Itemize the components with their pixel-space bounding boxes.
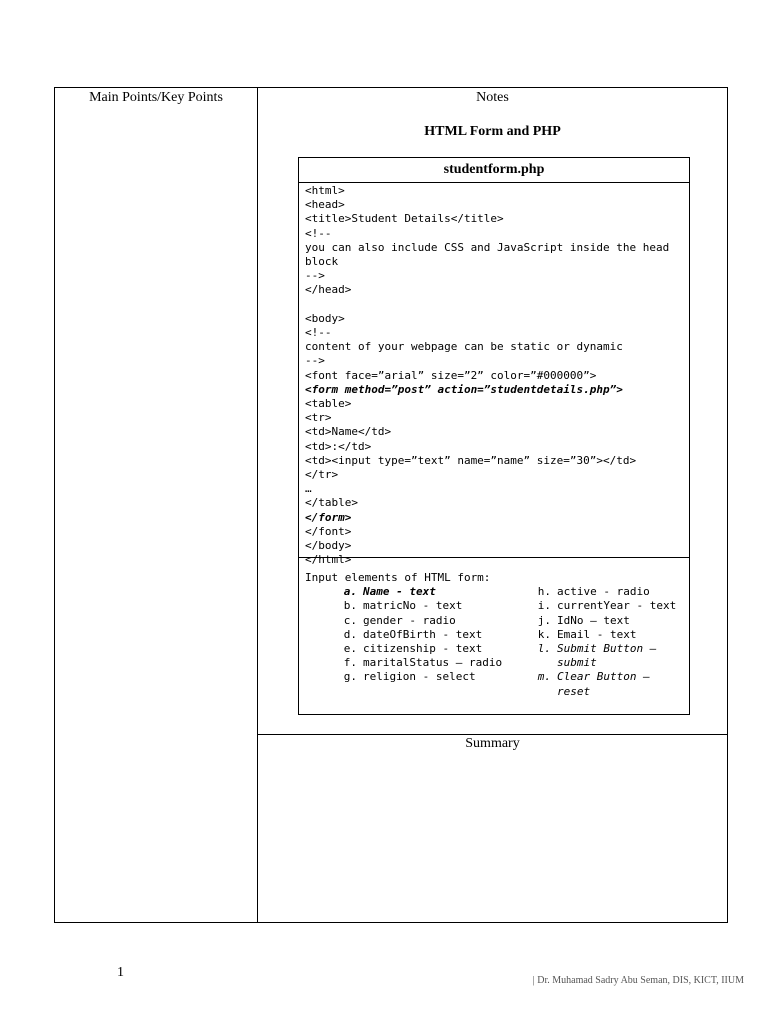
code-line: content of your webpage can be static or dynamic [305, 340, 623, 354]
code-line: <td>Name</td> [305, 425, 392, 439]
code-box [298, 157, 690, 715]
item-text: gender - radio [363, 613, 456, 627]
item-text: religion - select [363, 670, 476, 684]
input-elements-header: Input elements of HTML form: [305, 571, 491, 584]
input-element-item [305, 628, 528, 642]
input-element-item [305, 585, 528, 599]
item-text: currentYear - text [557, 599, 677, 613]
input-element-item [528, 599, 678, 613]
code-line: --> [305, 354, 325, 368]
input-element-item [305, 642, 528, 656]
input-element-item [305, 656, 528, 670]
code-line [305, 298, 683, 312]
cornell-notes-table [54, 87, 728, 923]
code-line: </font> [305, 524, 352, 538]
code-line: </form> [305, 510, 352, 524]
code-line: <body> [305, 311, 345, 325]
item-letter: k. [537, 627, 551, 641]
code-line: </table> [305, 496, 358, 510]
code-line: --> [305, 269, 325, 283]
item-text: maritalStatus – radio [363, 656, 503, 670]
page-number: 1 [117, 965, 124, 980]
code-line: you can also include CSS and JavaScript inside the head block [305, 240, 676, 269]
item-letter: f. [343, 656, 357, 670]
item-text: citizenship - text [363, 642, 483, 656]
code-line: </head> [305, 283, 352, 297]
item-text: Name - text [363, 585, 436, 599]
input-element-item [528, 642, 678, 670]
input-element-item [305, 670, 528, 684]
input-elements [299, 558, 689, 699]
item-text: Clear Button – reset [557, 670, 650, 698]
notes-heading: Notes [476, 90, 509, 105]
input-element-item [305, 599, 528, 613]
input-element-item [528, 670, 678, 698]
code-line: </body> [305, 539, 352, 553]
item-letter: g. [343, 670, 357, 684]
item-text: active - radio [557, 585, 650, 599]
input-list-right [528, 585, 678, 699]
code-line: <html> [305, 184, 345, 197]
item-text: matricNo - text [363, 599, 463, 613]
code-line: <form method=”post” action=”studentdetails.php”> [305, 382, 623, 396]
item-letter: i. [537, 599, 551, 613]
item-letter: j. [537, 613, 551, 627]
input-element-item [305, 614, 528, 628]
code-line: <table> [305, 397, 352, 411]
code-line: <!-- [305, 226, 332, 240]
code-line: … [305, 482, 312, 496]
file-name: studentform.php [299, 158, 689, 183]
code-line: <font face=”arial” size=”2” color=”#000000”> [305, 368, 597, 382]
item-letter: e. [343, 642, 357, 656]
item-text: Submit Button – submit [557, 642, 657, 670]
notes-title: HTML Form and PHP [424, 124, 561, 139]
code-line: </tr> [305, 468, 339, 482]
input-element-item [528, 628, 678, 642]
input-element-item [528, 614, 678, 628]
footer-author: | Dr. Muhamad Sadry Abu Seman, DIS, KICT, IIUM [532, 975, 744, 986]
code-listing [299, 183, 689, 567]
item-text: Email - text [557, 627, 637, 641]
summary-divider [258, 734, 727, 735]
code-line: </html> [305, 553, 352, 567]
item-letter: b. [343, 599, 357, 613]
item-letter: c. [343, 613, 357, 627]
main-points-heading: Main Points/Key Points [89, 90, 223, 105]
input-list-left [305, 585, 528, 699]
item-letter: l. [537, 642, 551, 656]
item-letter: m. [537, 670, 551, 684]
code-line: <title>Student Details</title> [305, 212, 504, 226]
code-line: <td>:</td> [305, 439, 372, 453]
item-text: dateOfBirth - text [363, 627, 483, 641]
item-text: IdNo – text [557, 613, 630, 627]
column-divider [257, 88, 258, 922]
code-line: <td><input type=”text” name=”name” size=”30”></td> [305, 453, 637, 467]
item-letter: h. [537, 585, 551, 599]
input-element-item [528, 585, 678, 599]
item-letter: a. [343, 585, 357, 599]
code-line: <!-- [305, 326, 332, 340]
item-letter: d. [343, 627, 357, 641]
code-line: <tr> [305, 411, 332, 425]
summary-heading: Summary [465, 736, 520, 751]
code-line: <head> [305, 198, 345, 212]
